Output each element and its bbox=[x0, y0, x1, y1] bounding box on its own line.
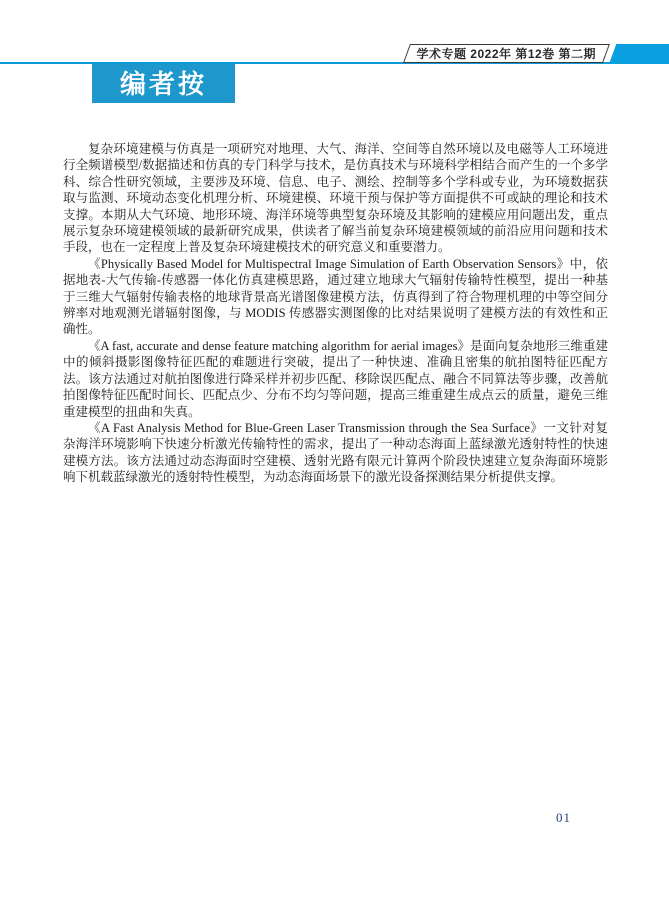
editors-note-title: 编者按 bbox=[119, 68, 207, 99]
issue-info-text: 学术专题 2022年 第12卷 第二期 bbox=[416, 47, 597, 61]
paragraph-laser-transmission: 《A Fast Analysis Method for Blue-Green Laser Transmission through the Sea Surface》一文针对复杂海洋环境影响下快速分析激光传输特性的需求，提出了一种动态海面上蓝绿激光透射特性的快速建模方法。该方法通过动态海面时空建模、透射光路有限元计算两个阶段快速建立复杂海面环境影响下机载蓝绿激光的透射特性模型，为动态海面场景下的激光设备探测结果分析提供支撑。 bbox=[63, 420, 608, 485]
paragraph-overview: 复杂环境建模与仿真是一项研究对地理、大气、海洋、空间等自然环境以及电磁等人工环境进行全频谱模型/数据描述和仿真的专门科学与技术，是仿真技术与环境科学相结合而产生的一个多学科、综合性研究领域，主要涉及环境、信息、电子、测绘、控制等多个学科或专业，为环境数据获取与监测、环境动态变化机理分析、环境建模、环境干预与保护等方面提供不可或缺的理论和技术支撑。本期从大气环境、地形环境、海洋环境等典型复杂环境及其影响的建模应用问题出发，重点展示复杂环境建模领域的最新研究成果，供读者了解当前复杂环境建模领域的前沿应用问题和技术手段，也在一定程度上普及复杂环境建模技术的研究意义和重要潜力。 bbox=[63, 142, 608, 255]
paragraph-multispectral-model: 《Physically Based Model for Multispectral Image Simulation of Earth Observation Sensors》中，依据地表-大气传输-传感器一体化仿真建模思路，通过建立地球大气辐射传输特性模型，提出一种基于三维大气辐射传输表格的地球背景高光谱图像建模方法，仿真得到了符合物理机理的中等空间分辨率对地观测光谱辐射图像，与 MODIS 传感器实测图像的比对结果说明了建模方法的有效性和正确性。 bbox=[63, 256, 608, 337]
page-number: 01 bbox=[556, 810, 571, 825]
header-corner-flag bbox=[609, 44, 669, 64]
issue-info-label bbox=[403, 44, 610, 63]
paragraph-feature-matching: 《A fast, accurate and dense feature matching algorithm for aerial images》是面向复杂地形三维重建中的倾斜摄影图像特征匹配的难题进行突破，提出了一种快速、准确且密集的航拍图特征匹配方法。该方法通过对航拍图像进行降采样并初步匹配、移除误匹配点、融合不同算法等步骤，改善航拍图像特征匹配时间长、匹配点少、分布不均匀等问题，提高三维重建生成点云的质量，避免三维重建模型的扭曲和失真。 bbox=[63, 338, 608, 419]
editors-note-body bbox=[63, 141, 608, 486]
editors-note-badge bbox=[92, 64, 235, 103]
